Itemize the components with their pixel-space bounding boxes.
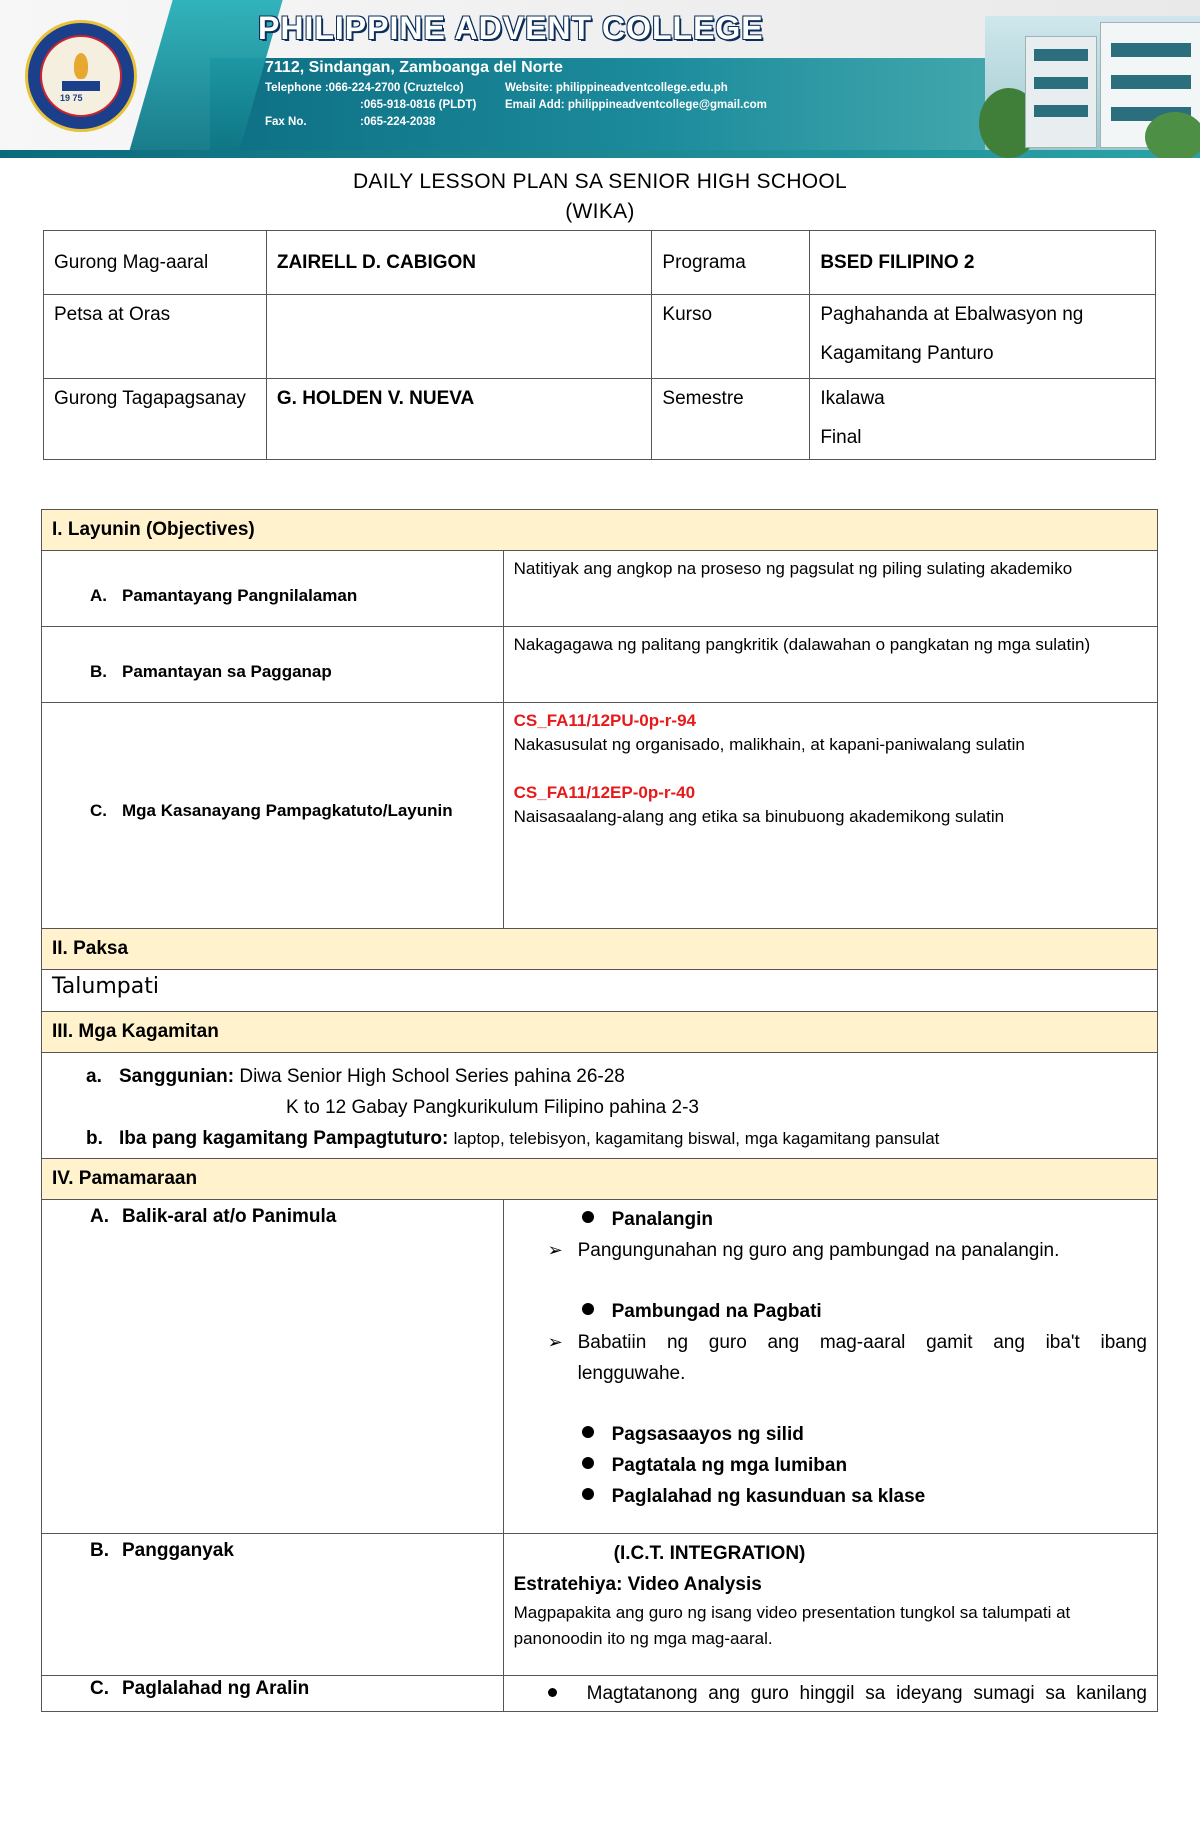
competency-text-1: Nakasusulat ng organisado, malikhain, at kapani-paniwalang sulatin [513, 735, 1025, 754]
info-row [44, 295, 1156, 379]
objective-a-text: Natitiyak ang angkop na proseso ng pagsulat ng piling sulating akademiko [513, 559, 1073, 578]
info-row [44, 231, 1156, 295]
materials-a-label: Sanggunian: [119, 1066, 235, 1087]
materials-row [42, 1053, 1158, 1159]
info-row [44, 379, 1156, 460]
page-subtitle: (WIKA) [565, 200, 635, 223]
objective-a-letter: A. [90, 585, 107, 605]
procedure-a-arrow-1: Pangungunahan ng guro ang pambungad na panalangin. [577, 1240, 1060, 1261]
materials-b-label: Iba pang kagamitang Pampagtuturo: [119, 1128, 449, 1149]
date-time-label: Petsa at Oras [54, 304, 171, 325]
program-value: BSED FILIPINO 2 [820, 252, 975, 273]
cooperating-teacher-value: G. HOLDEN V. NUEVA [276, 388, 475, 409]
section-materials: III. Mga Kagamitan [42, 1012, 1158, 1053]
strategy-label: Estratehiya: Video Analysis [513, 1574, 762, 1595]
school-address: 7112, Sindangan, Zamboanga del Norte [265, 59, 563, 76]
objective-row-c [42, 703, 1158, 929]
competency-code-2: CS_FA11/12EP-0p-r-40 [513, 783, 696, 802]
competency-code-1: CS_FA11/12PU-0p-r-94 [513, 711, 696, 730]
procedure-a-arrow-2-line2: lengguwahe. [577, 1363, 686, 1384]
procedure-row-a [42, 1200, 1158, 1534]
semester-value-line2: Final [820, 427, 862, 448]
procedure-a-bullet-2: Pambungad na Pagbati [611, 1301, 822, 1322]
fax-number: :065-224-2038 [360, 116, 436, 128]
competency-text-2: Naisasaalang-alang ang etika sa binubuong akademikong sulatin [513, 807, 1005, 826]
student-teacher-label: Gurong Mag-aaral [54, 252, 209, 273]
topic-value: Talumpati [42, 970, 1158, 1012]
procedure-b-label: Pangganyak [122, 1540, 234, 1561]
ict-integration-label: (I.C.T. INTEGRATION) [613, 1543, 806, 1564]
procedure-a-arrow-2-line1: Babatiin ng guro ang mag-aaral gamit ang iba't ibang [577, 1332, 1147, 1353]
telephone: Telephone :066-224-2700 (Cruztelco) [265, 82, 464, 94]
procedure-b-letter: B. [90, 1540, 109, 1561]
materials-a-text1: Diwa Senior High School Series pahina 26-28 [239, 1066, 625, 1087]
telephone-pldt: :065-918-0816 (PLDT) [360, 99, 477, 111]
bullet-icon [582, 1211, 594, 1223]
course-label: Kurso [662, 304, 713, 325]
semester-label: Semestre [662, 388, 744, 409]
torch-icon [74, 53, 88, 79]
materials-a-text2: K to 12 Gabay Pangkurikulum Filipino pahina 2-3 [286, 1097, 699, 1118]
materials-a-letter: a. [86, 1066, 102, 1087]
email: Email Add: philippineadventcollege@gmail.com [505, 99, 767, 111]
objective-c-letter: C. [90, 800, 107, 820]
procedure-c-bullet-1: Magtatanong ang guro hinggil sa ideyang sumagi sa kanilang [586, 1683, 1147, 1704]
procedure-a-bullet-1: Panalangin [611, 1209, 713, 1230]
course-value-line2: Kagamitang Panturo [820, 343, 994, 364]
objective-row-b [42, 627, 1158, 703]
procedure-a-bullet-4: Pagtatala ng mga lumiban [611, 1455, 848, 1476]
semester-value-line1: Ikalawa [820, 388, 885, 409]
procedure-a-bullet-3: Pagsasaayos ng silid [611, 1424, 804, 1445]
section-procedure: IV. Pamamaraan [42, 1159, 1158, 1200]
bullet-icon [582, 1426, 594, 1438]
bullet-icon [548, 1688, 557, 1697]
procedure-row-b [42, 1534, 1158, 1676]
materials-b-text: laptop, telebisyon, kagamitang biswal, mga kagamitang pansulat [453, 1129, 940, 1148]
objective-b-label: Pamantayan sa Pagganap [122, 661, 332, 681]
materials-b-letter: b. [86, 1128, 103, 1149]
objective-b-letter: B. [90, 661, 107, 681]
school-name: PHILIPPINE ADVENT COLLEGE [258, 10, 764, 46]
cooperating-teacher-label: Gurong Tagapagsanay [54, 388, 246, 409]
objective-b-text: Nakagagawa ng palitang pangkritik (dalawahan o pangkatan ng mga sulatin) [513, 635, 1091, 654]
website: Website: philippineadventcollege.edu.ph [505, 82, 728, 94]
procedure-c-label: Paglalahad ng Aralin [122, 1678, 310, 1699]
arrow-bullet-icon: ➢ [547, 1240, 563, 1260]
school-seal-logo [25, 20, 137, 132]
bullet-icon [582, 1303, 594, 1315]
procedure-c-letter: C. [90, 1678, 109, 1699]
section-topic: II. Paksa [42, 929, 1158, 970]
arrow-bullet-icon: ➢ [547, 1332, 563, 1352]
procedure-row-c [42, 1676, 1158, 1712]
procedure-a-letter: A. [90, 1206, 109, 1227]
objective-row-a [42, 551, 1158, 627]
lesson-plan-table [41, 509, 1158, 1712]
objective-a-label: Pamantayang Pangnilalaman [122, 585, 358, 605]
seal-year: 19 75 [60, 93, 83, 103]
book-icon [62, 81, 100, 91]
student-teacher-value: ZAIRELL D. CABIGON [276, 252, 477, 273]
page-title: DAILY LESSON PLAN SA SENIOR HIGH SCHOOL [352, 170, 848, 193]
school-building-photo [985, 16, 1200, 150]
bullet-icon [582, 1488, 594, 1500]
procedure-b-text: Magpapakita ang guro ng isang video presentation tungkol sa talumpati at panonoodin ito ng mga mag-aaral. [513, 1603, 1071, 1648]
program-label: Programa [662, 252, 746, 273]
course-value-line1: Paghahanda at Ebalwasyon ng [820, 304, 1084, 325]
fax-label: Fax No. [265, 116, 307, 128]
header-banner [0, 0, 1200, 158]
procedure-a-label: Balik-aral at/o Panimula [122, 1206, 337, 1227]
info-table [43, 230, 1156, 460]
procedure-a-bullet-5: Paglalahad ng kasunduan sa klase [611, 1486, 926, 1507]
section-objectives: I. Layunin (Objectives) [42, 510, 1158, 551]
bullet-icon [582, 1457, 594, 1469]
objective-c-label: Mga Kasanayang Pampagkatuto/Layunin [122, 800, 453, 820]
